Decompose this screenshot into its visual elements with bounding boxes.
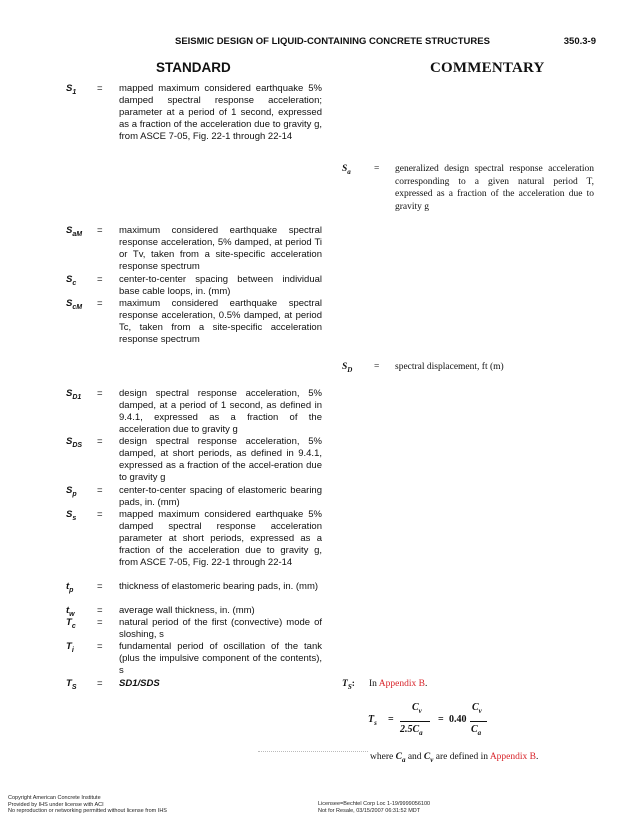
definition-text: thickness of elastomeric bearing pads, in. (mm)	[119, 581, 319, 592]
definition-sam	[66, 225, 322, 273]
fraction1-denominator: $2.5C_a$	[400, 724, 423, 737]
symbol: $S_c$	[66, 274, 77, 287]
definition-text: spectral displacement, ft (m)	[395, 362, 504, 372]
symbol: $S_{cM}$	[66, 298, 83, 311]
equals-sign: =	[374, 164, 380, 174]
definition-text: average wall thickness, in. (mm)	[119, 605, 255, 616]
equals-sign: =	[97, 225, 103, 236]
equals-sign: =	[97, 83, 103, 94]
equals-sign: =	[97, 274, 103, 285]
symbol: $S_1$	[66, 83, 77, 96]
definition-tp	[66, 581, 322, 593]
definition-text: SD1/SDS	[119, 678, 160, 689]
symbol: $t_p$	[66, 581, 74, 594]
fraction1-bar	[400, 721, 430, 722]
definition-text: In Appendix B.	[369, 679, 428, 689]
equals-sign: =	[97, 641, 103, 652]
definition-text: maximum considered earthquake spectral response acceleration, 0.5% damped, at period Tc, taken from a site-specific acceleration response spectrum	[119, 298, 322, 345]
standard-column-title: STANDARD	[156, 60, 231, 75]
equals-sign: =	[97, 678, 103, 689]
definition-text: fundamental period of oscillation of the tank (plus the impulsive component of the contents), s	[119, 641, 322, 676]
formula-lhs: $T_s$	[368, 714, 377, 727]
definition-text: mapped maximum considered earthquake 5% damped spectral response acceleration parameter at short periods, expressed as a fraction of the acceleration due to gravity g, from ASCE 7-05, Fig. 22-1 through 22-14	[119, 509, 322, 568]
fraction1-numerator: $C_v$	[412, 702, 422, 715]
equals-sign: =	[97, 605, 103, 616]
definition-text: generalized design spectral response acceleration corresponding to a given natural period T, expressed as a fraction of the acceleration due to gravity g	[395, 164, 594, 212]
equals-sign: =	[97, 485, 103, 496]
symbol: $S_{D1}$	[66, 388, 82, 401]
equals-sign: =	[97, 298, 103, 309]
definition-text: center-to-center spacing between individual base cable loops, in. (mm)	[119, 274, 322, 297]
symbol: $T_c$	[66, 617, 76, 630]
fraction2-numerator: $C_v$	[472, 702, 482, 715]
symbol: $S_s$	[66, 509, 77, 522]
definition-scm	[66, 298, 322, 346]
definition-sds	[66, 436, 322, 484]
definition-text: mapped maximum considered earthquake 5% damped spectral response acceleration; parameter at a period of 1 second, expressed as a fraction of the acceleration due to gravity g, from ASCE 7-05, Fig. 22-1 through 22-14	[119, 83, 322, 142]
symbol: $S_{DS}$	[66, 436, 83, 449]
commentary-column-title: COMMENTARY	[430, 60, 545, 76]
definition-ts	[66, 678, 322, 690]
equals-sign: =	[374, 362, 380, 372]
definition-s1	[66, 83, 322, 143]
formula-coefficient: 0.40	[449, 714, 467, 725]
definition-tw	[66, 605, 322, 617]
definition-text: design spectral response acceleration, 5% damped, at short periods, as defined in 9.4.1, expressed as a fraction of the accel-eration due to gravity g	[119, 436, 322, 483]
definition-ss	[66, 509, 322, 569]
appendix-b-link[interactable]: Appendix B	[489, 752, 536, 762]
equals-sign: =	[97, 581, 103, 592]
running-header-title: SEISMIC DESIGN OF LIQUID-CONTAINING CONCRETE STRUCTURES	[175, 36, 490, 47]
page-number: 350.3-9	[563, 36, 596, 47]
symbol: $t_w$	[66, 605, 75, 618]
equals-sign: =	[97, 509, 103, 520]
appendix-b-link[interactable]: Appendix B	[378, 679, 425, 689]
symbol: $S_D$	[342, 362, 353, 374]
definition-ti	[66, 641, 322, 677]
commentary-definition-ts	[342, 678, 594, 691]
footer-copyright: Copyright American Concrete Institute Provided by IHS under license with ACI No reproduction or networking permitted without license from IHS	[8, 795, 167, 814]
commentary-definition-sd	[342, 361, 594, 374]
commentary-definition-sa	[342, 163, 594, 213]
formula-note: where $C_a$ and $C_v$ are defined in Appendix B.	[370, 752, 539, 764]
equals-sign: =	[97, 617, 103, 628]
fraction2-denominator: $C_a$	[471, 724, 482, 737]
definition-text: design spectral response acceleration, 5% damped, at a period of 1 second, as defined in 9.4.1, expressed as a fraction of the acceleration due to gravity g	[119, 388, 322, 435]
definition-sp	[66, 485, 322, 509]
definition-text: center-to-center spacing of elastomeric bearing pads, in. (mm)	[119, 485, 322, 508]
symbol: $T_i$	[66, 641, 74, 654]
footer-license: Licensee=Bechtel Corp Loc 1-19/9999056100 Not for Resale, 03/15/2007 06:31:52 MDT	[318, 801, 431, 814]
ts-formula	[368, 700, 498, 740]
definition-text: natural period of the first (convective) mode of sloshing, s	[119, 617, 322, 640]
symbol: $T_S$:	[342, 679, 355, 691]
fraction2-bar	[470, 721, 487, 722]
definition-sc	[66, 274, 322, 298]
definition-text: maximum considered earthquake spectral response acceleration, 5% damped, at period Ti or Tv, taken from a site-specific acceleration response spectrum	[119, 225, 322, 272]
divider-dots	[258, 751, 368, 752]
definition-tc	[66, 617, 322, 641]
symbol: $S_p$	[66, 485, 77, 498]
symbol: $S_{aM}$	[66, 225, 83, 238]
symbol: $S_a$	[342, 164, 351, 176]
equals-sign: =	[438, 714, 444, 725]
equals-sign: =	[97, 436, 103, 447]
equals-sign: =	[97, 388, 103, 399]
equals-sign: =	[388, 714, 394, 725]
symbol: $T_S$	[66, 678, 77, 691]
definition-sd1	[66, 388, 322, 436]
